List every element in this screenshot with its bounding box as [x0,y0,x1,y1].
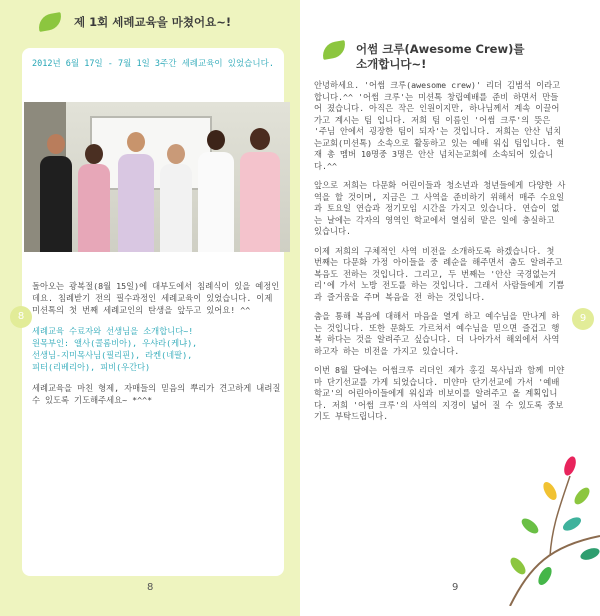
left-paragraph-2 [32,325,282,373]
right-body-text [314,80,566,431]
left-paragraph-1: 돌아오는 광복절(8월 15일)에 대부도에서 침례식이 있을 예정인데요. 침례받기 전의 필수과정인 세례교육이 있었습니다. 이제 미션톡의 첫 번째 세례교인의 탄생을 앞두고 있어요! ^^ [32,281,280,315]
branch-leaves-decoration [490,436,600,606]
right-title-line-2: 소개합니다~! [356,57,427,71]
right-title-line-1: 어썸 크루(Awesome Crew)를 [356,42,525,56]
left-intro-text: 2012년 6월 17일 - 7월 1일 3주간 세례교육이 있었습니다. [32,59,274,69]
left-header [38,10,288,38]
left-paragraph-2-line-2: 선생님-지미목사님(필리핀), 라켄(네팔), [32,350,193,360]
page-number-left: 8 [147,582,154,593]
right-page-title [356,42,524,72]
left-paragraph-2-line-3: 피터(리베리아), 피비(우간다) [32,362,151,372]
leaf-icon [321,40,347,60]
page-number-right: 9 [452,582,459,593]
left-body-text [32,280,282,415]
right-paragraph-1: 안녕하세요. '어썸 크루(awesome crew)' 리더 김범석 이라고 합니다.^^ '어썸 크루'는 미션톡 창립예배를 준비 하면서 만들어 졌습니다. 아직은 작은 인원이지만, 하나님께서 계속 이끌어 가고 계시는 팀 입니다. 저희 팀 이름인 '어썸 크루'의 뜻은 '주님 안에서 굉장한 팀이 되자'는 것입니다. 저희는 안산 넘치는교회(미션톡) 소속으로 활동하고 있는 예배 워십 팀입니다. 현재 총 멤버 10명중 3명은 안산 넘치는교회에 소속되어 있습니다.^^ [314,80,565,171]
right-page [300,0,600,616]
right-paragraph-4: 춤을 통해 복음에 대해서 마음을 열게 하고 예수님을 만나게 하는 것입니다. 또한 문화도 가르쳐서 예수님을 믿으면 즐겁고 행복 하다는 것을 알려주고 싶습니다. 더 나아가서 해외에서 사역하고자 하는 비전을 가지고 있습니다. [314,311,560,356]
left-paragraph-2-line-1: 원목부인: 앨사(콜롬비아), 우샤라(케냐), [32,338,198,348]
page-tab-9: 9 [572,308,594,330]
right-paragraph-3: 이제 저희의 구체적인 사역 비전을 소개하도록 하겠습니다. 첫 번째는 다문화 가정 아이들을 중 례순을 해주면서 춤도 알려주고 복음도 전하는 것입니다. 그리고, 두 번째는 '안산 국경없는거리'에 가서 노방 전도를 하는 것입니다. 그래서 사람들에게 기쁨과 즐거움을 주며 복음을 전 하는 것입니다. [314,245,565,302]
group-photo [24,102,290,252]
left-paragraph-3: 세례교육을 마친 형제, 자매들의 믿음의 뿌리가 견고하게 내려질 수 있도록 기도해주세요~ *^^* [32,383,281,405]
right-paragraph-2: 앞으로 저희는 다문화 어린이들과 청소년과 청년들에게 다양한 사역을 할 것이며, 지금은 그 사역을 준비하기 위해서 매주 수요일과 토요일 연습과 정기모임 시간을 가지고 있습니다. 연습이 없는 날에는 각자의 영역인 학교에서 열심히 맡은 일에 충실하고 있습니다. [314,180,566,236]
left-page-title: 제 1회 세례교육을 마쳤어요~! [74,15,232,29]
page-tab-8: 8 [10,306,32,328]
right-paragraph-5: 이번 8월 달에는 어썸크루 리더인 제가 홍길 목사님과 함께 미얀마 단기선교를 가게 되었습니다. 미얀마 단기선교에 가서 '예배학교'의 어린아이들에게 워십과 비보이를 알려주고 올 계획입니다. 저희 '어썸 크루'의 사역의 지경이 넓어 질 수 있도록 중보기도 부탁드립니다. [314,365,565,421]
left-paragraph-2-heading: 세례교육 수료자와 선생님을 소개합니다~! [32,326,194,336]
leaf-icon [37,12,63,32]
